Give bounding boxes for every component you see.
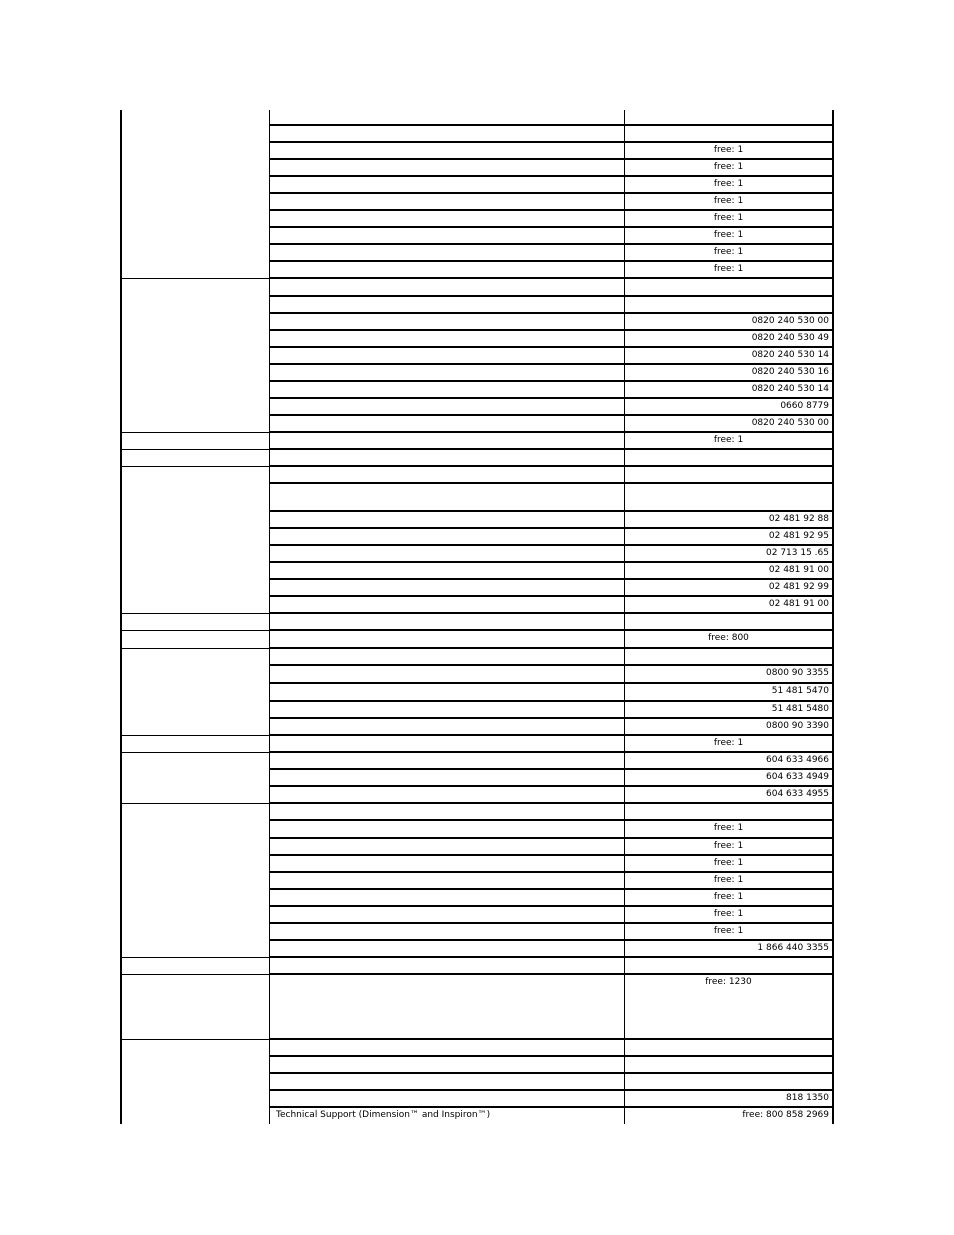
service-cell [269, 1091, 624, 1108]
phone-number-cell: 51 481 5480 [624, 702, 834, 719]
country-cell [120, 958, 269, 975]
phone-number-cell [624, 467, 834, 484]
phone-number-cell [624, 110, 834, 126]
phone-number-cell [624, 297, 834, 314]
phone-number-cell [624, 279, 834, 297]
service-cell [269, 684, 624, 702]
phone-number-cell [624, 1057, 834, 1074]
phone-number-cell [624, 1040, 834, 1057]
service-cell [269, 245, 624, 262]
country-cell [120, 450, 269, 467]
service-cell [269, 873, 624, 890]
service-cell [269, 126, 624, 143]
phone-number-cell: free: 1 [624, 194, 834, 211]
phone-number-cell: free: 1 [624, 262, 834, 279]
phone-number-cell: free: 1 [624, 907, 834, 924]
service-cell [269, 941, 624, 958]
service-cell [269, 529, 624, 546]
phone-number-cell: 604 633 4949 [624, 770, 834, 787]
country-cell [120, 433, 269, 450]
phone-number-cell [624, 958, 834, 975]
service-cell [269, 228, 624, 245]
service-cell [269, 753, 624, 770]
service-cell [269, 433, 624, 450]
service-cell [269, 924, 624, 941]
phone-number-cell [624, 649, 834, 666]
phone-number-cell [624, 1074, 834, 1091]
phone-number-cell: free: 1 [624, 856, 834, 873]
phone-number-cell: 0820 240 530 00 [624, 314, 834, 331]
country-cell [120, 649, 269, 736]
service-cell [269, 890, 624, 907]
phone-number-cell: free: 1 [624, 211, 834, 228]
service-cell [269, 1074, 624, 1091]
table-left-border [120, 110, 122, 1124]
phone-number-cell: free: 800 858 2969 [624, 1108, 834, 1124]
phone-number-cell: free: 1230 [624, 975, 834, 1040]
service-cell [269, 770, 624, 787]
phone-number-cell: 0820 240 530 16 [624, 365, 834, 382]
phone-number-cell [624, 614, 834, 631]
phone-number-cell: 0800 90 3355 [624, 666, 834, 684]
phone-number-cell: 604 633 4955 [624, 787, 834, 804]
service-cell [269, 484, 624, 512]
phone-number-cell: 02 481 92 88 [624, 512, 834, 529]
phone-number-cell [624, 126, 834, 143]
service-cell [269, 958, 624, 975]
service-cell [269, 563, 624, 580]
phone-number-cell: 0820 240 530 49 [624, 331, 834, 348]
country-cell [120, 110, 269, 279]
service-cell [269, 399, 624, 416]
service-cell [269, 279, 624, 297]
phone-number-cell: 0660 8779 [624, 399, 834, 416]
service-cell [269, 416, 624, 433]
service-cell [269, 631, 624, 649]
service-cell [269, 597, 624, 614]
phone-number-cell: 818 1350 [624, 1091, 834, 1108]
phone-number-cell: free: 1 [624, 873, 834, 890]
phone-number-cell: free: 1 [624, 839, 834, 856]
phone-number-cell: free: 1 [624, 143, 834, 160]
country-cell [120, 467, 269, 614]
service-cell [269, 614, 624, 631]
phone-number-cell: 02 481 92 95 [624, 529, 834, 546]
phone-number-cell: free: 1 [624, 924, 834, 941]
phone-number-cell: 0820 240 530 00 [624, 416, 834, 433]
service-cell [269, 666, 624, 684]
phone-number-cell [624, 450, 834, 467]
country-cell [120, 279, 269, 433]
service-cell: Technical Support (Dimension™ and Inspiron™) [269, 1108, 624, 1124]
service-cell [269, 365, 624, 382]
phone-number-cell: free: 1 [624, 736, 834, 753]
service-cell [269, 546, 624, 563]
service-cell [269, 512, 624, 529]
service-cell [269, 160, 624, 177]
phone-number-cell: 1 866 440 3355 [624, 941, 834, 958]
service-cell [269, 649, 624, 666]
phone-number-cell: free: 1 [624, 160, 834, 177]
contact-table [120, 110, 834, 1124]
phone-number-cell: 02 481 91 00 [624, 563, 834, 580]
phone-number-cell: 0820 240 530 14 [624, 348, 834, 365]
country-cell [120, 631, 269, 649]
service-cell [269, 787, 624, 804]
phone-number-cell: 604 633 4966 [624, 753, 834, 770]
service-cell [269, 450, 624, 467]
service-cell [269, 348, 624, 365]
service-cell [269, 821, 624, 839]
phone-number-cell: free: 1 [624, 177, 834, 194]
country-cell [120, 1040, 269, 1124]
service-cell [269, 110, 624, 126]
phone-number-cell: free: 1 [624, 245, 834, 262]
country-cell [120, 614, 269, 631]
phone-number-cell: 02 481 92 99 [624, 580, 834, 597]
service-cell [269, 907, 624, 924]
phone-number-cell: 02 481 91 00 [624, 597, 834, 614]
service-cell [269, 314, 624, 331]
phone-number-cell: free: 1 [624, 821, 834, 839]
service-cell [269, 262, 624, 279]
service-cell [269, 702, 624, 719]
phone-number-cell: free: 1 [624, 433, 834, 450]
phone-number-cell [624, 804, 834, 821]
service-cell [269, 143, 624, 160]
country-cell [120, 736, 269, 753]
country-cell [120, 753, 269, 804]
phone-number-cell: 0800 90 3390 [624, 719, 834, 736]
service-cell [269, 839, 624, 856]
phone-number-cell [624, 484, 834, 512]
country-cell [120, 975, 269, 1040]
phone-number-cell: 02 713 15 .65 [624, 546, 834, 563]
service-cell [269, 719, 624, 736]
service-cell [269, 804, 624, 821]
service-cell [269, 194, 624, 211]
service-cell [269, 177, 624, 194]
phone-number-cell: 51 481 5470 [624, 684, 834, 702]
country-cell [120, 804, 269, 958]
service-cell [269, 736, 624, 753]
phone-number-cell: free: 800 [624, 631, 834, 649]
service-cell [269, 467, 624, 484]
phone-number-cell: free: 1 [624, 890, 834, 907]
service-cell [269, 1040, 624, 1057]
service-cell [269, 975, 624, 1040]
service-cell [269, 580, 624, 597]
service-cell [269, 211, 624, 228]
phone-number-cell: 0820 240 530 14 [624, 382, 834, 399]
service-cell [269, 856, 624, 873]
service-cell [269, 1057, 624, 1074]
phone-number-cell: free: 1 [624, 228, 834, 245]
service-cell [269, 331, 624, 348]
service-cell [269, 382, 624, 399]
service-cell [269, 297, 624, 314]
